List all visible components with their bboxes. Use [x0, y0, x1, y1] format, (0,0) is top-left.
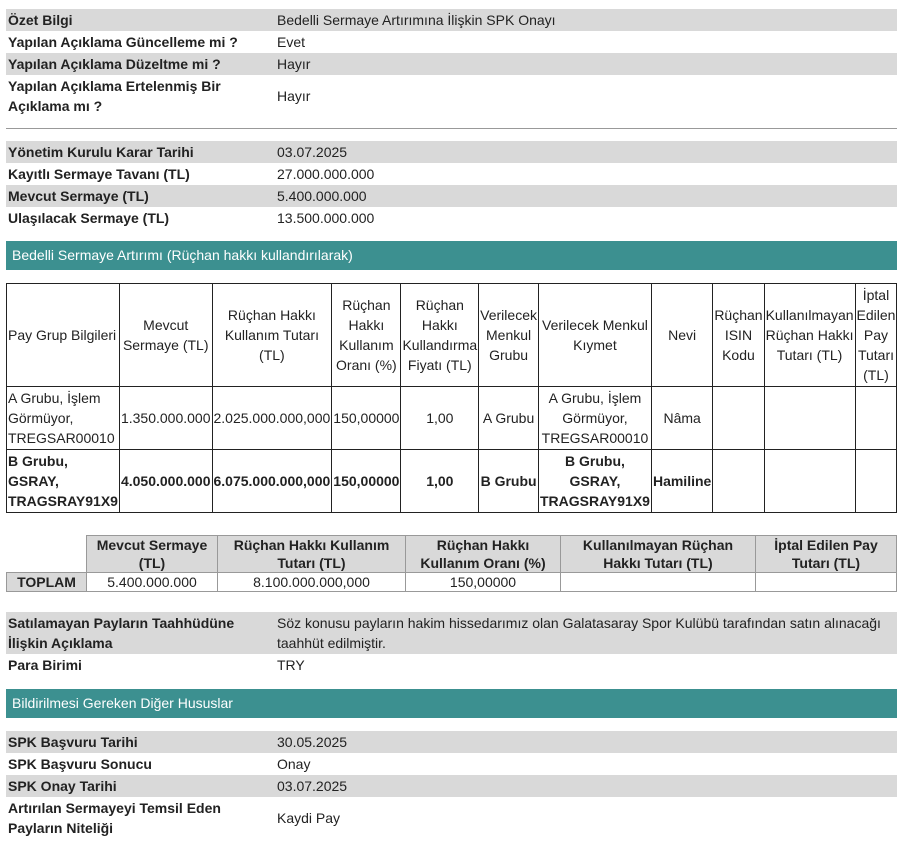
- row-label: Özet Bilgi: [6, 9, 275, 31]
- table-cell: Nâma: [651, 387, 712, 450]
- table-cell: [764, 450, 855, 513]
- summary-row: [6, 53, 897, 75]
- table-cell: [756, 573, 897, 592]
- section-header: Bedelli Sermaye Artırımı (Rüçhan hakkı kullandırılarak): [6, 241, 897, 270]
- spk-row: [6, 731, 897, 753]
- row-label: Yapılan Açıklama Güncelleme mi ?: [8, 34, 238, 50]
- summary-row: [6, 75, 897, 117]
- spk-row: [6, 797, 897, 839]
- table-cell: [764, 387, 855, 450]
- table-cell: Hamiline: [651, 450, 712, 513]
- totals-label: TOPLAM: [7, 573, 87, 592]
- table-cell: 6.075.000.000,000: [212, 450, 332, 513]
- column-header: Nevi: [651, 284, 712, 387]
- column-header: Mevcut Sermaye (TL): [119, 284, 212, 387]
- table-cell: 150,00000: [406, 573, 561, 592]
- column-header: Kullanılmayan Rüçhan Hakkı Tutarı (TL): [764, 284, 855, 387]
- table-row: [7, 387, 897, 450]
- totals-row: [7, 573, 897, 592]
- row-label: Satılamayan Payların Taahhüdüne İlişkin Açıklama: [6, 612, 275, 654]
- section-header: Bildirilmesi Gereken Diğer Hususlar: [6, 689, 897, 718]
- column-header: İptal Edilen Pay Tutarı (TL): [855, 284, 897, 387]
- row-value: Onay: [277, 756, 311, 772]
- table-cell: 150,00000: [332, 387, 401, 450]
- row-label: SPK Başvuru Sonucu: [8, 756, 152, 772]
- row-label: Artırılan Sermayeyi Temsil Eden Payların Niteliği: [8, 800, 221, 836]
- spk-table: [6, 731, 897, 839]
- table-header-row: [7, 284, 897, 387]
- table-cell: A Grubu, İşlem Görmüyor, TREGSAR00010: [538, 387, 651, 450]
- row-value: 03.07.2025: [275, 141, 897, 163]
- row-label: Ulaşılacak Sermaye (TL): [8, 210, 170, 226]
- table-cell: 5.400.000.000: [87, 573, 218, 592]
- info-row: [6, 612, 897, 654]
- row-value: Bedelli Sermaye Artırımına İlişkin SPK Onayı: [275, 9, 897, 31]
- column-header: Pay Grup Bilgileri: [7, 284, 120, 387]
- info-row: [6, 654, 897, 676]
- row-value: TRY: [277, 657, 305, 673]
- capital-row: [6, 141, 897, 163]
- row-value: Hayır: [277, 88, 311, 104]
- row-value: Söz konusu paylar​ın hakim hissedarımız olan Galatasaray Spor Kulübü tarafından satın alınacağı taahhüt edilmiştir.: [275, 612, 897, 654]
- column-header: Rüçhan Hakkı Kullanım Oranı (%): [332, 284, 401, 387]
- row-label: Mevcut Sermaye (TL): [6, 185, 275, 207]
- table-cell: 4.050.000.000: [119, 450, 212, 513]
- row-value: Kaydi Pay: [277, 810, 341, 826]
- column-header: İptal Edilen Pay Tutarı (TL): [756, 536, 897, 573]
- share-group-table: [6, 283, 897, 513]
- row-value: 13.500.000.000: [277, 210, 375, 226]
- totals-table: [6, 535, 897, 592]
- row-label: Yönetim Kurulu Karar Tarihi: [6, 141, 275, 163]
- capital-table: [6, 141, 897, 229]
- column-header: Verilecek Menkul Kıymet: [538, 284, 651, 387]
- column-header: Mevcut Sermaye (TL): [87, 536, 218, 573]
- capital-row: [6, 207, 897, 229]
- capital-row: [6, 185, 897, 207]
- column-header: Rüçhan Hakkı Kullandırma Fiyatı (TL): [401, 284, 479, 387]
- table-cell: 1.350.000.000: [119, 387, 212, 450]
- table-cell: B Grubu: [479, 450, 539, 513]
- table-cell: A Grubu: [479, 387, 539, 450]
- row-value: 03.07.2025: [275, 775, 897, 797]
- divider: [6, 128, 897, 129]
- row-value: 5.400.000.000: [275, 185, 897, 207]
- table-cell: B Grubu, GSRAY, TRAGSRAY91X9: [7, 450, 120, 513]
- summary-row: [6, 31, 897, 53]
- row-label: Para Birimi: [8, 657, 82, 673]
- row-label: Kayıtlı Sermaye Tavanı (TL): [8, 166, 190, 182]
- table-cell: 1,00: [401, 450, 479, 513]
- column-header: Rüçhan ISIN Kodu: [713, 284, 764, 387]
- table-cell: B Grubu, GSRAY, TRAGSRAY91X9: [538, 450, 651, 513]
- row-value: Evet: [277, 34, 306, 50]
- column-header: Verilecek Menkul Grubu: [479, 284, 539, 387]
- table-cell: 150,00000: [332, 450, 401, 513]
- table-cell: [713, 450, 764, 513]
- row-label: Yapılan Açıklama Düzeltme mi ?: [6, 53, 275, 75]
- table-cell: 1,00: [401, 387, 479, 450]
- other-info-table: [6, 612, 897, 676]
- row-label: SPK Onay Tarihi: [6, 775, 275, 797]
- table-cell: [855, 387, 897, 450]
- table-cell: [855, 450, 897, 513]
- summary-table: [6, 9, 897, 117]
- totals-header-row: [7, 536, 897, 573]
- column-header: Rüçhan Hakkı Kullanım Oranı (%): [406, 536, 561, 573]
- capital-row: [6, 163, 897, 185]
- row-value: Hayır: [275, 53, 897, 75]
- table-cell: A Grubu, İşlem Görmüyor, TREGSAR00010: [7, 387, 120, 450]
- column-header: [7, 536, 87, 573]
- column-header: Rüçhan Hakkı Kullanım Tutarı (TL): [212, 284, 332, 387]
- summary-row: [6, 9, 897, 31]
- table-cell: [561, 573, 756, 592]
- row-label: Yapılan Açıklama Ertelenmiş Bir Açıklama mı ?: [8, 78, 221, 114]
- row-label: SPK Başvuru Tarihi: [6, 731, 275, 753]
- table-row: [7, 450, 897, 513]
- table-cell: [713, 387, 764, 450]
- table-cell: 8.100.000.000,000: [218, 573, 406, 592]
- row-value: 30.05.2025: [275, 731, 897, 753]
- column-header: Rüçhan Hakkı Kullanım Tutarı (TL): [218, 536, 406, 573]
- row-value: 27.000.000.000: [277, 166, 375, 182]
- column-header: Kullanılmayan Rüçhan Hakkı Tutarı (TL): [561, 536, 756, 573]
- spk-row: [6, 775, 897, 797]
- spk-row: [6, 753, 897, 775]
- table-cell: 2.025.000.000,000: [212, 387, 332, 450]
